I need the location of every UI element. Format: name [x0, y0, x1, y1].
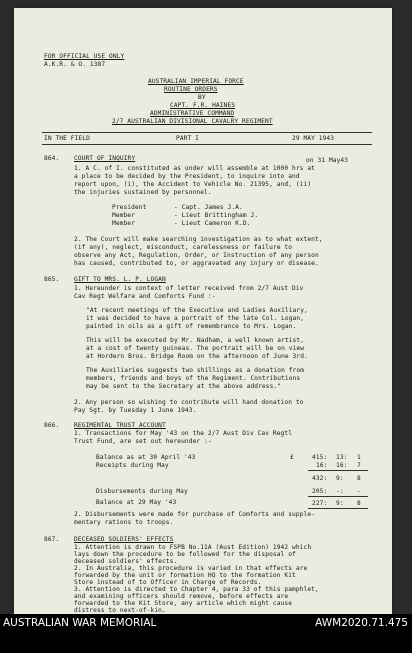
- text-line: a place to be decided by the President, to inquire into and: [74, 173, 300, 180]
- divider: [42, 144, 372, 145]
- text-line: distress to next-of-kin.: [74, 607, 166, 614]
- shillings-value: 9:: [336, 500, 344, 507]
- member-name: - Lieut Brittingham J.: [174, 212, 259, 219]
- text-line: and examining officers should remove, before effects are: [74, 593, 289, 600]
- member-role: President: [112, 204, 147, 211]
- account-label: Receipts during May: [96, 462, 169, 469]
- text-line: mentary rations to troops.: [74, 519, 174, 526]
- text-line: the injuries sustained by personnel.: [74, 189, 212, 196]
- text-line: forwarded to the Kit Store, any article which might cause: [74, 600, 293, 607]
- shillings-value: 13:: [336, 454, 348, 461]
- member-name: - Lieut Cameron K.D.: [174, 220, 251, 227]
- member-name: - Capt. James J.A.: [174, 204, 243, 211]
- text-line: forwarded by the unit or formation HQ to the formation Kit: [74, 572, 296, 579]
- document-page: [14, 8, 392, 614]
- quote-line: at Hordern Bros. Bridge Room on the afternoon of June 3rd.: [86, 353, 308, 360]
- text-line: 1. Attention is drawn to FSPB No.11A (Aust Edition) 1942 which: [74, 544, 312, 551]
- account-label: Balance at 29 May '43: [96, 499, 177, 506]
- quote-line: The Auxiliaries suggests two shillings as a donation from: [86, 367, 305, 374]
- text-line: 2. Disbursements were made for purchase of Comforts and supple-: [74, 511, 315, 518]
- text-line: Trust Fund, are set out hereunder :-: [74, 438, 212, 445]
- archive-footer-bar: [0, 614, 412, 653]
- text-line: 2. The Court will make searching investigation as to what extent,: [74, 236, 323, 243]
- shillings-value: 16:: [336, 462, 348, 469]
- pence-value: 1: [357, 454, 361, 461]
- text-line: 2. In Australia, this procedure is varied in that effects are: [74, 565, 308, 572]
- text-line: 1. Transactions for May '43 on the 2/7 Aust Div Cav Regtl: [74, 430, 293, 437]
- text-line: observe any Act, Regulation, Order, or Instruction of any person: [74, 252, 319, 259]
- shillings-value: 9:: [336, 475, 344, 482]
- pence-value: -: [357, 488, 361, 495]
- account-label: Balance as at 30 April '43: [96, 454, 196, 461]
- section-title: COURT OF INQUIRY: [74, 155, 136, 162]
- pence-value: 7: [357, 462, 361, 469]
- archive-reference: AWM2020.71.475: [315, 617, 408, 629]
- quote-line: This will be executed by Mr. Nadham, a well known artist,: [86, 337, 305, 344]
- section-number: 866.: [44, 422, 60, 429]
- pounds-value: 227:: [312, 500, 328, 507]
- section-title: DECEASED SOLDIERS' EFFECTS: [74, 536, 174, 543]
- title-line-1: AUSTRALIAN IMPERIAL FORCE: [148, 78, 244, 85]
- text-line: deceased soldiers' effects.: [74, 558, 178, 565]
- section-title: GIFT TO MRS. L. P. LOGAN: [74, 276, 166, 283]
- pence-value: 8: [357, 500, 361, 507]
- title-line-5: ADMINISTRATIVE COMMAND: [150, 110, 235, 117]
- section-number: 865.: [44, 276, 60, 283]
- pounds-value: 432:: [312, 475, 328, 482]
- text-line: 3. Attention is directed to Chapter 4, para 33 of this pamphlet,: [74, 586, 319, 593]
- quote-line: members, friends and boys of the Regiment. Contributions: [86, 375, 301, 382]
- quote-line: painted in oils as a gift of remembrance to Mrs. Logan.: [86, 323, 297, 330]
- text-line: 1. A C. of I. constituted as under will assemble at 1000 hrs at: [74, 165, 315, 172]
- quote-line: it was decided to have a portrait of the late Col. Logan,: [86, 315, 305, 322]
- text-line: lays down the procedure to be followed for the disposal of: [74, 551, 296, 558]
- pounds-value: 16:: [316, 462, 328, 469]
- pounds-value: 205:: [312, 488, 328, 495]
- quote-line: may be sent to the Secretary at the above address.": [86, 383, 282, 390]
- part-label: PART I: [176, 135, 199, 142]
- sum-rule: [308, 508, 368, 509]
- order-date: 29 MAY 1943: [292, 135, 335, 142]
- sum-rule: [308, 496, 368, 497]
- text-line: 2. Any person so wishing to contribute will hand donation to: [74, 399, 304, 406]
- section-title: REGIMENTAL TRUST ACCOUNT: [74, 422, 166, 429]
- quote-line: at a cost of twenty guineas. The portrait will be on view: [86, 345, 305, 352]
- text-line: has caused, contributed to, or aggravated any injury or disease.: [74, 260, 319, 267]
- shillings-value: -:: [336, 488, 344, 495]
- text-line: (if any), neglect, misconduct, carelessness or failure to: [74, 244, 293, 251]
- inquiry-date: on 31 May43: [306, 157, 349, 164]
- title-line-6: 2/7 AUSTRALIAN DIVISIONAL CAVALRY REGIMENT: [112, 118, 273, 125]
- text-line: Cav Regt Welfare and Comforts Fund :-: [74, 293, 216, 300]
- field-label: IN THE FIELD: [44, 135, 90, 142]
- sum-rule: [308, 470, 368, 471]
- official-use-label: FOR OFFICIAL USE ONLY: [44, 53, 125, 60]
- section-number: 867.: [44, 536, 60, 543]
- title-line-3: BY: [198, 94, 206, 101]
- text-line: 1. Hereunder is context of letter received from 2/7 Aust Div: [74, 285, 304, 292]
- pounds-value: 415:: [312, 454, 328, 461]
- title-line-4: CAPT. F.R. HAINES: [170, 102, 236, 109]
- archive-name: AUSTRALIAN WAR MEMORIAL: [3, 617, 157, 629]
- pence-value: 8: [357, 475, 361, 482]
- member-role: Member: [112, 220, 135, 227]
- divider: [42, 132, 372, 133]
- text-line: report upon, (i), the Accident to Vehicle No. 21395, and, (ii): [74, 181, 312, 188]
- member-role: Member: [112, 212, 135, 219]
- text-line: Store instead of to Officer in Charge of Records.: [74, 579, 262, 586]
- quote-line: "At recent meetings of the Executive and Ladies Auxiliary,: [86, 307, 308, 314]
- text-line: Pay Sgt. by Tuesday 1 June 1943.: [74, 407, 197, 414]
- section-number: 864.: [44, 155, 60, 162]
- currency-symbol: £: [290, 454, 294, 461]
- title-line-2: ROUTINE ORDERS: [164, 86, 218, 93]
- account-label: Disbursements during May: [96, 488, 188, 495]
- official-use-ref: A.K.R. & O. 1387: [44, 61, 106, 68]
